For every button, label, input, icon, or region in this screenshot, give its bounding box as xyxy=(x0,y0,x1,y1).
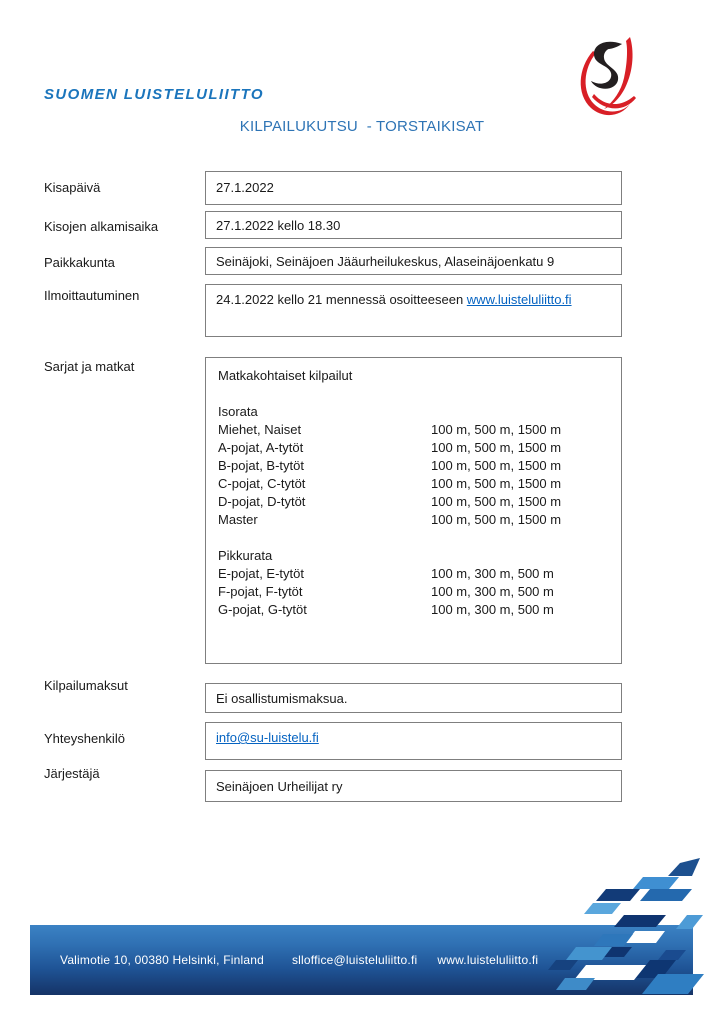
footer-email: slloffice@luisteluliitto.fi xyxy=(291,953,418,967)
field-box-paikkakunta xyxy=(205,247,622,275)
series-distances: 100 m, 300 m, 500 m xyxy=(431,566,554,581)
series-category: C-pojat, C-tytöt xyxy=(218,476,306,491)
suomen-luisteluliitto-logo-icon xyxy=(574,34,642,120)
field-value-alkamisaika: 27.1.2022 kello 18.30 xyxy=(216,218,341,233)
page-title: KILPAILUKUTSU - TORSTAIKISAT xyxy=(239,118,485,135)
spacer xyxy=(218,529,609,547)
field-value-kilpailumaksut: Ei osallistumismaksua. xyxy=(216,691,348,706)
spacer xyxy=(218,385,609,403)
field-box-kisapaiva xyxy=(205,171,622,205)
series-category: D-pojat, D-tytöt xyxy=(218,494,306,509)
series-intro: Matkakohtaiset kilpailut xyxy=(218,368,353,383)
field-value-jarjestaja: Seinäjoen Urheilijat ry xyxy=(216,779,343,794)
series-distances: 100 m, 300 m, 500 m xyxy=(431,584,554,599)
series-category: G-pojat, G-tytöt xyxy=(218,602,307,617)
series-category: F-pojat, F-tytöt xyxy=(218,584,303,599)
field-value-paikkakunta: Seinäjoki, Seinäjoen Jääurheilukeskus, Alaseinäjoenkatu 9 xyxy=(216,254,555,269)
field-label-sarjat: Sarjat ja matkat xyxy=(44,359,135,374)
series-distances: 100 m, 500 m, 1500 m xyxy=(431,494,562,509)
field-value-kisapaiva: 27.1.2022 xyxy=(216,180,274,195)
series-row xyxy=(218,493,609,511)
series-row xyxy=(218,421,609,439)
series-category: B-pojat, B-tytöt xyxy=(218,458,304,473)
series-row xyxy=(218,583,609,601)
footer-address: Valimotie 10, 00380 Helsinki, Finland xyxy=(60,953,264,967)
field-label-kilpailumaksut: Kilpailumaksut xyxy=(44,678,128,693)
series-distances: 100 m, 300 m, 500 m xyxy=(431,602,554,617)
registration-website-link[interactable]: www.luisteluliitto.fi xyxy=(466,292,572,307)
footer-website: www.luisteluliitto.fi xyxy=(437,953,539,967)
field-label-yhteyshenkilo: Yhteyshenkilö xyxy=(44,731,125,746)
field-label-alkamisaika: Kisojen alkamisaika xyxy=(44,219,159,234)
registration-deadline-text: 24.1.2022 kello 21 mennessä osoitteeseen xyxy=(216,292,467,307)
series-group-heading-pikkurata: Pikkurata xyxy=(218,548,273,563)
series-category: Master xyxy=(218,512,258,527)
field-box-jarjestaja xyxy=(205,770,622,802)
series-distances: 100 m, 500 m, 1500 m xyxy=(431,512,562,527)
field-label-jarjestaja: Järjestäjä xyxy=(44,766,100,781)
footer-parallelogram-pattern-icon xyxy=(540,852,710,1002)
series-box xyxy=(205,357,622,664)
series-distances: 100 m, 500 m, 1500 m xyxy=(431,458,562,473)
series-category: Miehet, Naiset xyxy=(218,422,302,437)
field-box-ilmoittautuminen xyxy=(205,284,622,337)
contact-email-link[interactable]: info@su-luistelu.fi xyxy=(216,730,319,745)
field-box-yhteyshenkilo xyxy=(205,722,622,760)
field-label-ilmoittautuminen: Ilmoittautuminen xyxy=(44,288,140,303)
field-label-paikkakunta: Paikkakunta xyxy=(44,255,115,270)
series-row xyxy=(218,457,609,475)
series-row xyxy=(218,565,609,583)
series-row xyxy=(218,439,609,457)
series-distances: 100 m, 500 m, 1500 m xyxy=(431,440,562,455)
series-group-heading-isorata: Isorata xyxy=(218,404,258,419)
field-box-kilpailumaksut xyxy=(205,683,622,713)
series-distances: 100 m, 500 m, 1500 m xyxy=(431,476,562,491)
series-category: A-pojat, A-tytöt xyxy=(218,440,304,455)
series-distances: 100 m, 500 m, 1500 m xyxy=(431,422,562,437)
field-label-kisapaiva: Kisapäivä xyxy=(44,180,101,195)
series-row xyxy=(218,511,609,529)
field-box-alkamisaika xyxy=(205,211,622,239)
series-category: E-pojat, E-tytöt xyxy=(218,566,304,581)
footer-contact-line xyxy=(60,953,538,967)
series-row xyxy=(218,475,609,493)
series-row xyxy=(218,601,609,619)
brand-name: SUOMEN LUISTELULIITTO xyxy=(44,86,264,103)
